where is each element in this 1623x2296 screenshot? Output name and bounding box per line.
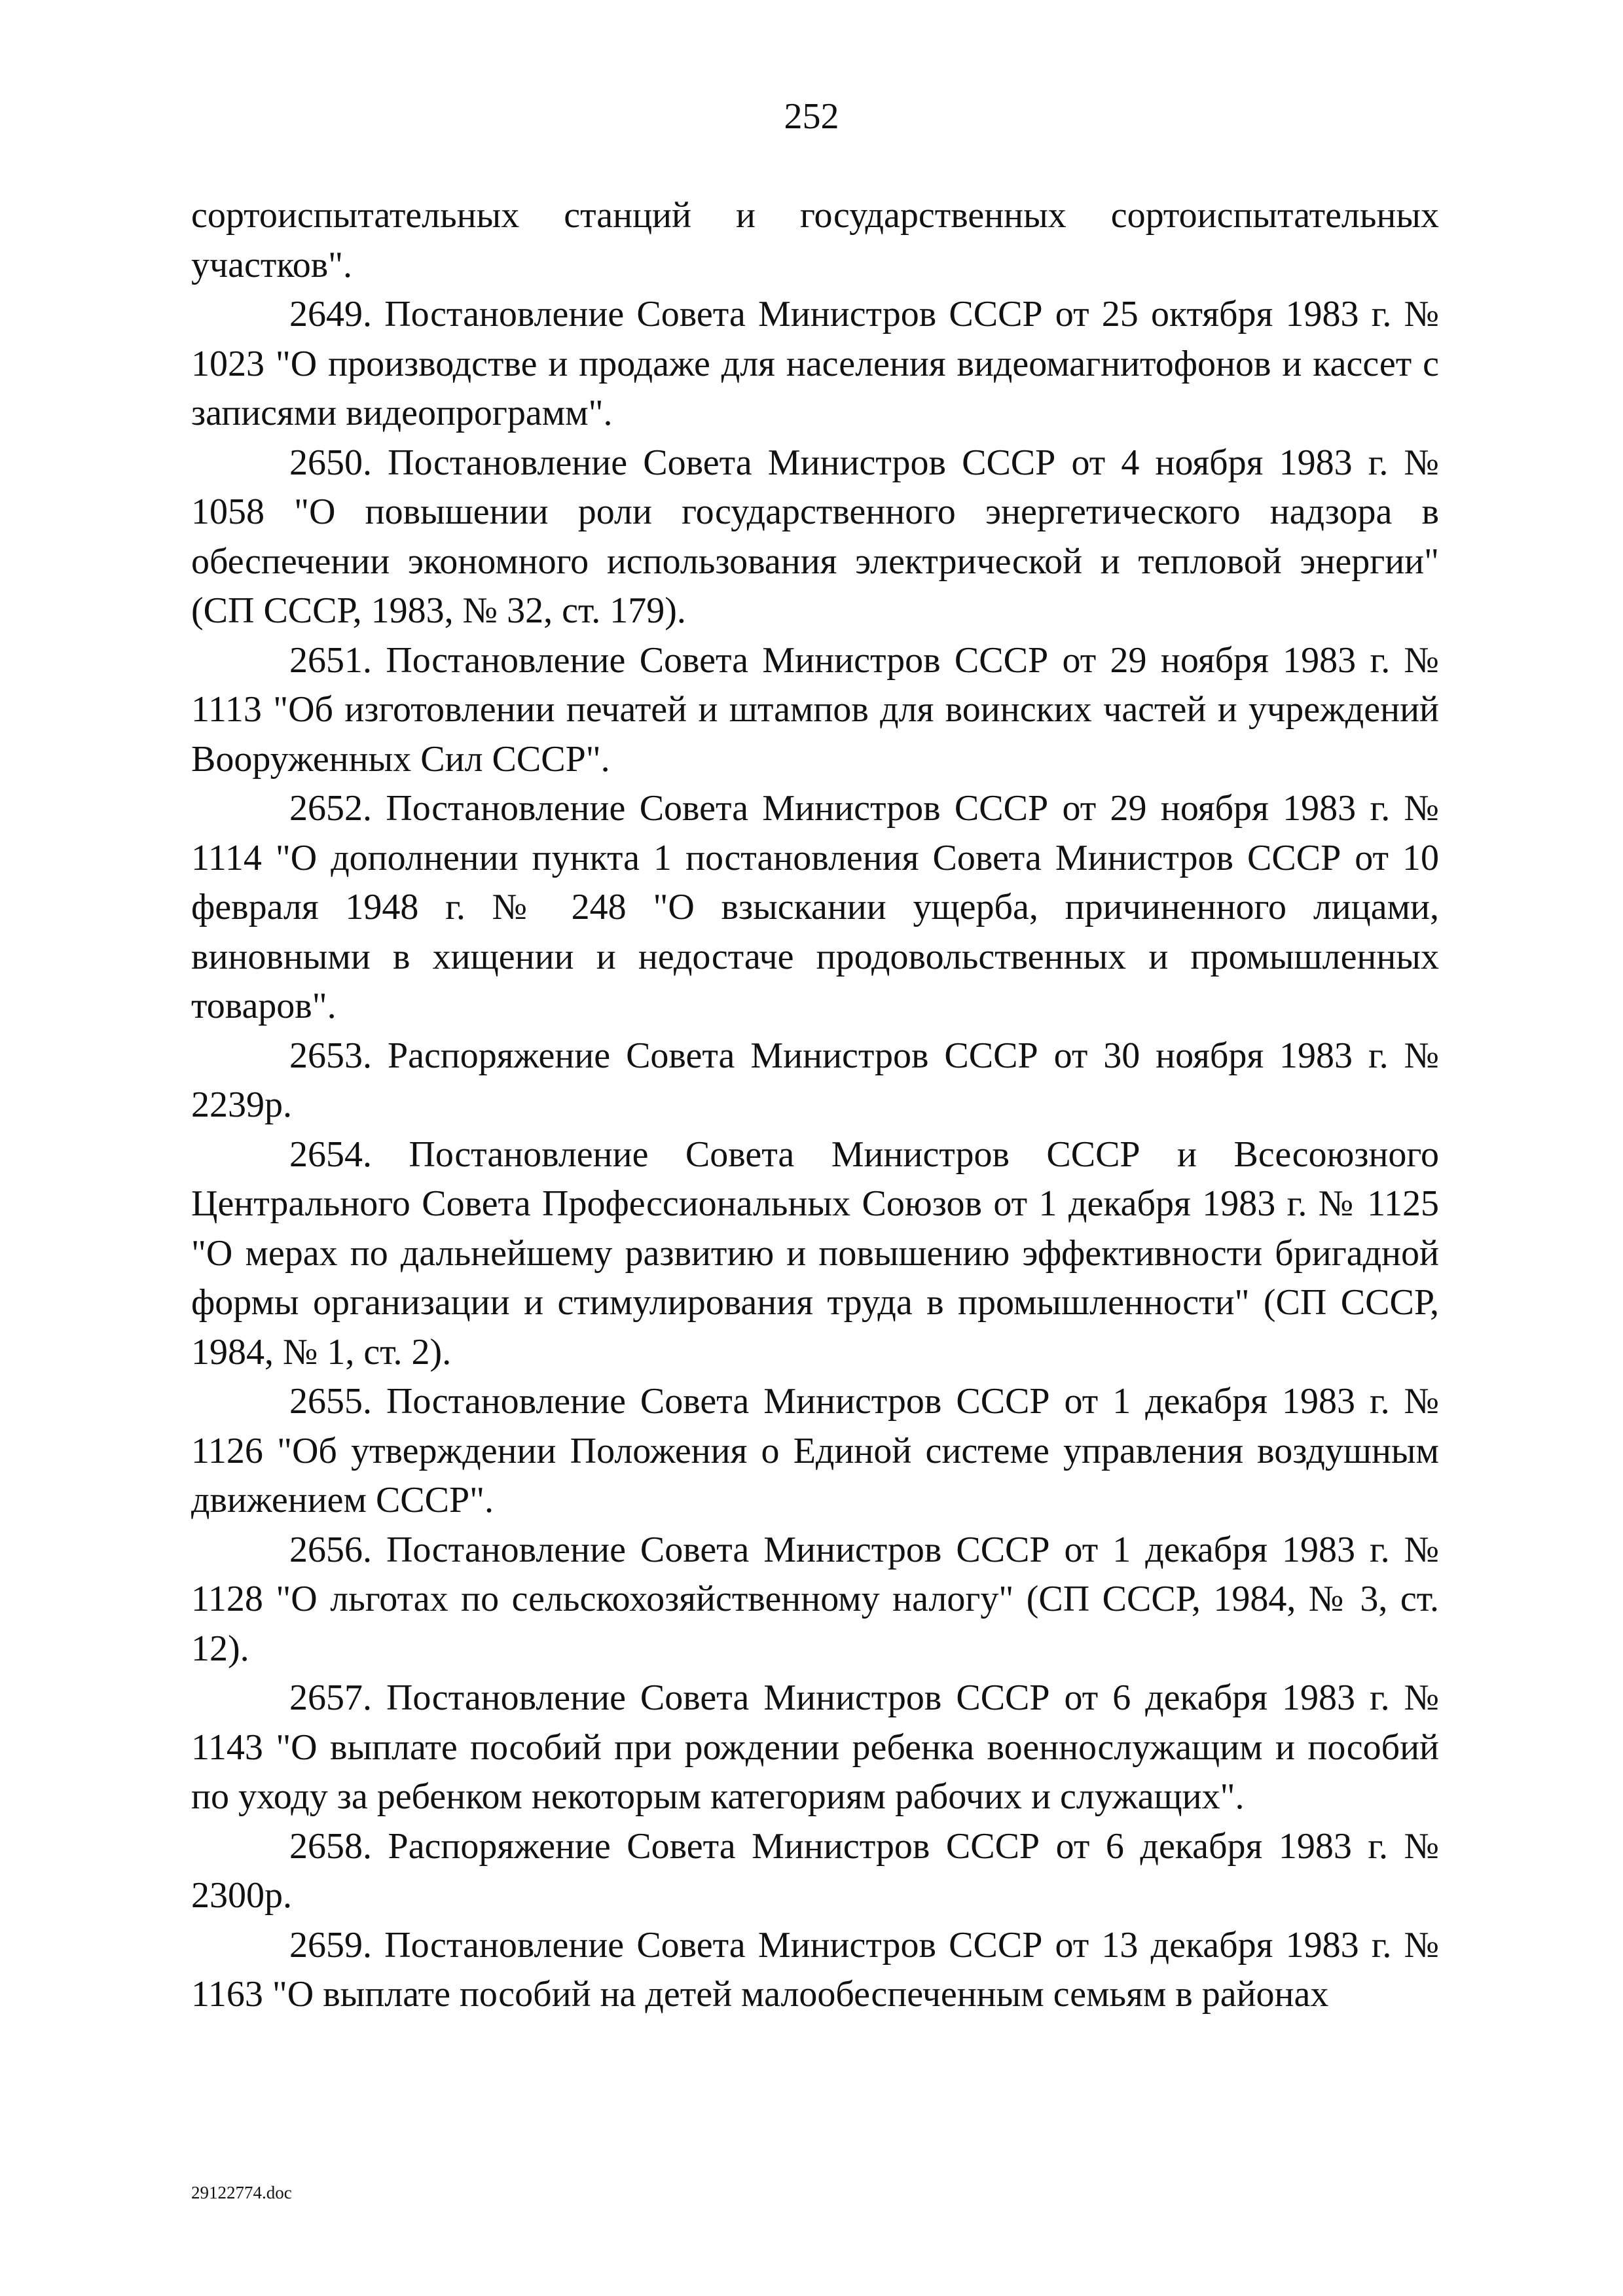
paragraph-2652: 2652. Постановление Совета Министров СССР от 29 ноября 1983 г. № 1114 "О дополнении пункта 1 постановления Совета Министров СССР от 10 февраля 1948 г. № 248 "О взыскании ущерба, причиненного лицами, виновными в хищении и недостаче продовольственных и промышленных товаров". — [191, 788, 1439, 1026]
paragraph-2653: 2653. Распоряжение Совета Министров СССР от 30 ноября 1983 г. № 2239р. — [191, 1035, 1439, 1125]
footer-filename: 29122774.doc — [191, 2183, 292, 2202]
paragraph-2650: 2650. Постановление Совета Министров СССР от 4 ноября 1983 г. № 1058 "О повышении роли государственного энергетического надзора в обеспечении экономного использования электрической и тепловой энергии" (СП СССР, 1983, № 32, ст. 179). — [191, 442, 1439, 631]
paragraph-2657: 2657. Постановление Совета Министров СССР от 6 декабря 1983 г. № 1143 "О выплате пособий при рождении ребенка военнослужащим и пособий по уходу за ребенком некоторым категориям рабочих и служащих". — [191, 1677, 1439, 1817]
paragraph-2659: 2659. Постановление Совета Министров СССР от 13 декабря 1983 г. № 1163 "О выплате пособий на детей малообеспеченным семьям в районах — [191, 1924, 1439, 2015]
paragraph-2654: 2654. Постановление Совета Министров СССР и Всесоюзного Центрального Совета Профессиональных Союзов от 1 декабря 1983 г. № 1125 "О мерах по дальнейшему развитию и повышению эффективности бригадной формы организации и стимулирования труда в промышленности" (СП СССР, 1984, № 1, ст. 2). — [191, 1134, 1439, 1372]
paragraph-continuation: сортоиспытательных станций и государственных сортоиспытательных участков". — [191, 195, 1439, 285]
document-body — [191, 191, 1439, 2020]
paragraph-2656: 2656. Постановление Совета Министров СССР от 1 декабря 1983 г. № 1128 "О льготах по сельскохозяйственному налогу" (СП СССР, 1984, № 3, ст. 12). — [191, 1529, 1439, 1669]
paragraph-2651: 2651. Постановление Совета Министров СССР от 29 ноября 1983 г. № 1113 "Об изготовлении печатей и штампов для воинских частей и учреждений Вооруженных Сил СССР". — [191, 639, 1439, 780]
page-number: 252 — [784, 96, 839, 137]
paragraph-2649: 2649. Постановление Совета Министров СССР от 25 октября 1983 г. № 1023 "О производстве и продаже для населения видеомагнитофонов и кассет с записями видеопрограмм". — [191, 294, 1439, 433]
paragraph-2658: 2658. Распоряжение Совета Министров СССР от 6 декабря 1983 г. № 2300р. — [191, 1825, 1439, 1916]
paragraph-2655: 2655. Постановление Совета Министров СССР от 1 декабря 1983 г. № 1126 "Об утверждении Положения о Единой системе управления воздушным движением СССР". — [191, 1381, 1439, 1520]
